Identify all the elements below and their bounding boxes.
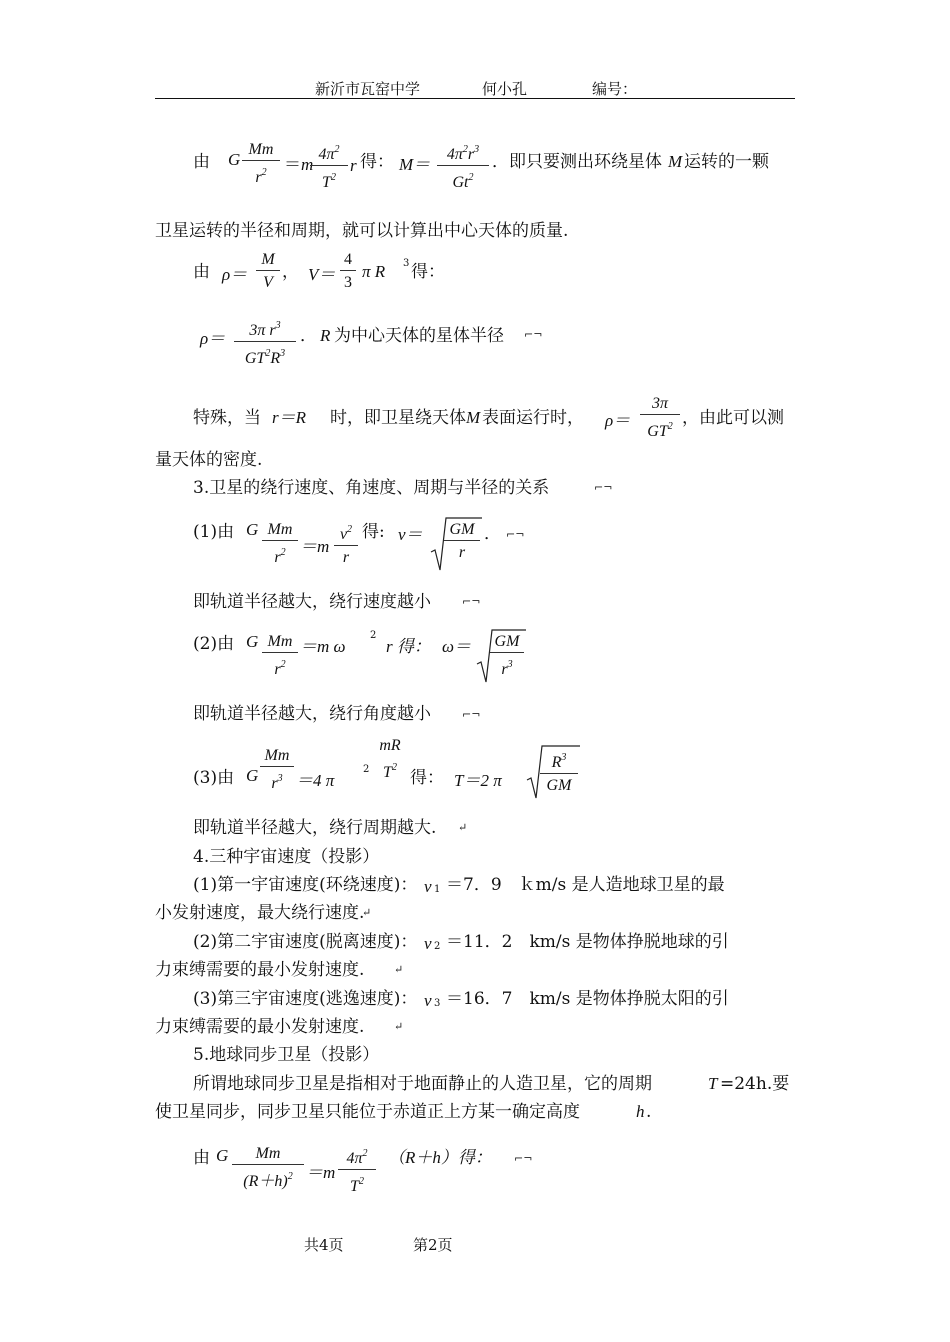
header-author: 何小孔 <box>482 80 528 98</box>
sec5-frac-4pi2-T2: $\frac{4\pi^2}{T^2}$ <box>338 1144 376 1197</box>
p2-label: (2)由 <box>193 634 235 654</box>
s1-prefix: 由 <box>193 152 210 172</box>
sec4-l1b: ＝7．9 ｋm/s 是人造地球卫星的最 <box>446 875 725 895</box>
sec4-l2a: (2)第二宇宙速度(脱离速度)： <box>193 932 418 952</box>
sec5-l1T: T <box>708 1074 718 1093</box>
return-mark-icon: ⌐¬ <box>462 595 481 608</box>
s3-dot: ． <box>300 326 317 346</box>
p1-dot: ． <box>484 524 501 544</box>
sec4-l2c: 力束缚需要的最小发射速度. <box>155 960 365 980</box>
return-mark-icon: ⌐¬ <box>506 528 525 541</box>
sec5-l2a: 使卫星同步，同步卫星只能位于赤道正上方某一确定高度 <box>155 1102 580 1122</box>
paragraph-mark-icon: ↵ <box>394 1020 404 1033</box>
p1-eq-m: ＝m <box>300 537 330 556</box>
p2-G: G <box>246 632 259 651</box>
s1-G: G <box>228 150 241 169</box>
s2-V-eq: V＝ <box>308 265 336 284</box>
sec5-f-label: 由 <box>193 1148 210 1168</box>
p3-get: 得： <box>410 768 444 788</box>
sec5-l2h: h <box>636 1102 645 1121</box>
p3-frac-Mm-r3: $\frac{Mm}{r^3}$ <box>260 746 294 794</box>
s2-comma: ， <box>282 262 299 282</box>
s2-cube: 3 <box>403 258 410 269</box>
sec5-frac-Mm-Rh2: $\frac{Mm}{(R+h)^2}$ <box>232 1144 304 1192</box>
s4-text2: 时，即卫星绕天体 <box>330 408 466 428</box>
sec4-title: 4.三种宇宙速度（投影） <box>193 847 380 867</box>
s1-r: r <box>350 156 357 175</box>
sec4-l3sub: 3 <box>434 998 441 1009</box>
return-mark-icon: ⌐¬ <box>514 1152 533 1165</box>
s3-tail: 为中心天体的星体半径 <box>334 326 504 346</box>
s1-eq-m: ＝m <box>284 155 314 174</box>
s2-pi-R: π R <box>362 262 386 281</box>
sec5-l1a: 所谓地球同步卫星是指相对于地面静止的人造卫星，它的周期 <box>193 1074 652 1094</box>
s2-rho-eq: ρ＝ <box>222 265 248 284</box>
p3-label: (3)由 <box>193 768 235 788</box>
p3-G: G <box>246 766 259 785</box>
p2-sqrt: $\frac{GM}{r^3}$ <box>476 628 526 684</box>
s4-frac-3pi-GT2: $\frac{3\pi}{GT^2}$ <box>640 394 680 442</box>
p2-conclusion: 即轨道半径越大，绕行角度越小 <box>193 704 431 724</box>
sec4-l3b: ＝16．7 km/s 是物体挣脱太阳的引 <box>446 989 729 1009</box>
sec4-l1sub: 1 <box>434 884 441 895</box>
sec3-title: 3.卫星的绕行速度、角速度、周期与半径的关系 <box>193 478 550 498</box>
p1-get: 得: <box>362 522 385 542</box>
sec4-l3c: 力束缚需要的最小发射速度. <box>155 1017 365 1037</box>
p1-label: (1)由 <box>193 522 235 542</box>
p3-T-eq: T＝2 π <box>454 771 502 790</box>
p2-sq: 2 <box>370 630 377 641</box>
p2-frac-Mm-r2: $\frac{Mm}{r^2}$ <box>262 632 298 680</box>
sec4-l3a: (3)第三宇宙速度(逃逸速度)： <box>193 989 418 1009</box>
s3-R: R <box>320 326 331 345</box>
paragraph-mark-icon: ↵ <box>394 963 404 976</box>
paragraph-mark-icon: ↵ <box>458 821 468 834</box>
sec5-title: 5.地球同步卫星（投影） <box>193 1045 380 1065</box>
s2-frac-M-V: $\frac{M}{V}$ <box>256 250 280 293</box>
s1-result-lhs: M＝ <box>399 155 431 174</box>
s4-text3: 表面运行时， <box>482 408 584 428</box>
s2-frac-4-3: $\frac{4}{3}$ <box>340 250 356 293</box>
return-mark-icon: ⌐¬ <box>462 708 481 721</box>
p2-eq: ＝m ω <box>300 637 346 656</box>
return-mark-icon: ⌐¬ <box>524 328 543 341</box>
s1-line2: 卫星运转的半径和周期，就可以计算出中心天体的质量. <box>155 221 569 241</box>
sec5-f-eq: ＝m <box>306 1163 336 1182</box>
s4-M: M <box>466 408 481 427</box>
p1-G: G <box>246 520 259 539</box>
sec4-l1v: v <box>424 877 432 896</box>
sec5-f-tail: （R＋h）得： <box>388 1148 492 1167</box>
sec4-l1c: 小发射速度，最大绕行速度. <box>155 903 365 923</box>
p1-frac-Mm-r2: $\frac{Mm}{r^2}$ <box>262 520 298 568</box>
p1-conclusion: 即轨道半径越大，绕行速度越小 <box>193 592 431 612</box>
s4-line2: 量天体的密度. <box>155 450 263 470</box>
p2-r-get: r 得： <box>386 637 431 656</box>
s4-rho-eq: ρ＝ <box>605 411 631 430</box>
s1-get: 得： <box>360 152 394 172</box>
s2-prefix: 由 <box>193 262 210 282</box>
s4-text1: 特殊，当 <box>193 408 261 428</box>
header-code-label: 编号： <box>592 80 638 98</box>
sec4-l2b: ＝11．2 km/s 是物体挣脱地球的引 <box>446 932 729 952</box>
p3-sqrt: $\frac{R^3}{GM}$ <box>526 744 580 800</box>
s1-frac-result: $\frac{4\pi^2r^3}{Gt^2}$ <box>437 140 489 193</box>
header-school: 新沂市瓦窑中学 <box>315 80 421 98</box>
s1-tail2: 运转的一颗 <box>684 152 769 172</box>
sec5-l1b: =24h.要 <box>720 1074 790 1094</box>
sec4-l3v: v <box>424 991 432 1010</box>
s1-frac-Mm-r2: $\frac{Mm}{r^2}$ <box>242 140 280 188</box>
p3-conclusion: 即轨道半径越大，绕行周期越大. <box>193 818 437 838</box>
s1-tail: ．即只要测出环绕星体 <box>492 152 662 172</box>
paragraph-mark-icon: ↵ <box>362 906 372 919</box>
sec4-l2v: v <box>424 934 432 953</box>
page-header <box>155 76 795 99</box>
sec5-l2b: . <box>646 1102 652 1122</box>
p3-sq: 2 <box>363 764 370 775</box>
sec5-f-G: G <box>216 1146 229 1165</box>
s2-get: 得： <box>411 262 445 282</box>
p1-frac-v2-r: $\frac{v^2}{r}$ <box>334 520 358 568</box>
p1-v-eq: v＝ <box>398 525 423 544</box>
s3-rho-eq: ρ＝ <box>200 329 226 348</box>
footer-current-page: 第2页 <box>413 1236 453 1254</box>
s4-r-eq-R: r＝R <box>272 408 306 427</box>
p2-w-eq: ω＝ <box>442 637 472 656</box>
s4-tail: ，由此可以测 <box>682 408 784 428</box>
sec4-l2sub: 2 <box>434 941 441 952</box>
s1-frac-4pi2-T2: $\frac{4\pi^2}{T^2}$ <box>310 140 348 193</box>
p1-sqrt: $\frac{GM}{r}$ <box>430 516 482 572</box>
s3-frac-density: $\frac{3\pi r^3}{GT^2R^3}$ <box>234 316 296 369</box>
p3-eq: ＝4 π <box>296 771 335 790</box>
footer-total-pages: 共4页 <box>304 1236 344 1254</box>
s1-tail-M: M <box>668 152 683 171</box>
sec4-l1a: (1)第一宇宙速度(环绕速度)： <box>193 875 418 895</box>
return-mark-icon: ⌐¬ <box>594 481 613 494</box>
p3-frac-mR-T2: mR $T^2$ <box>379 737 401 781</box>
